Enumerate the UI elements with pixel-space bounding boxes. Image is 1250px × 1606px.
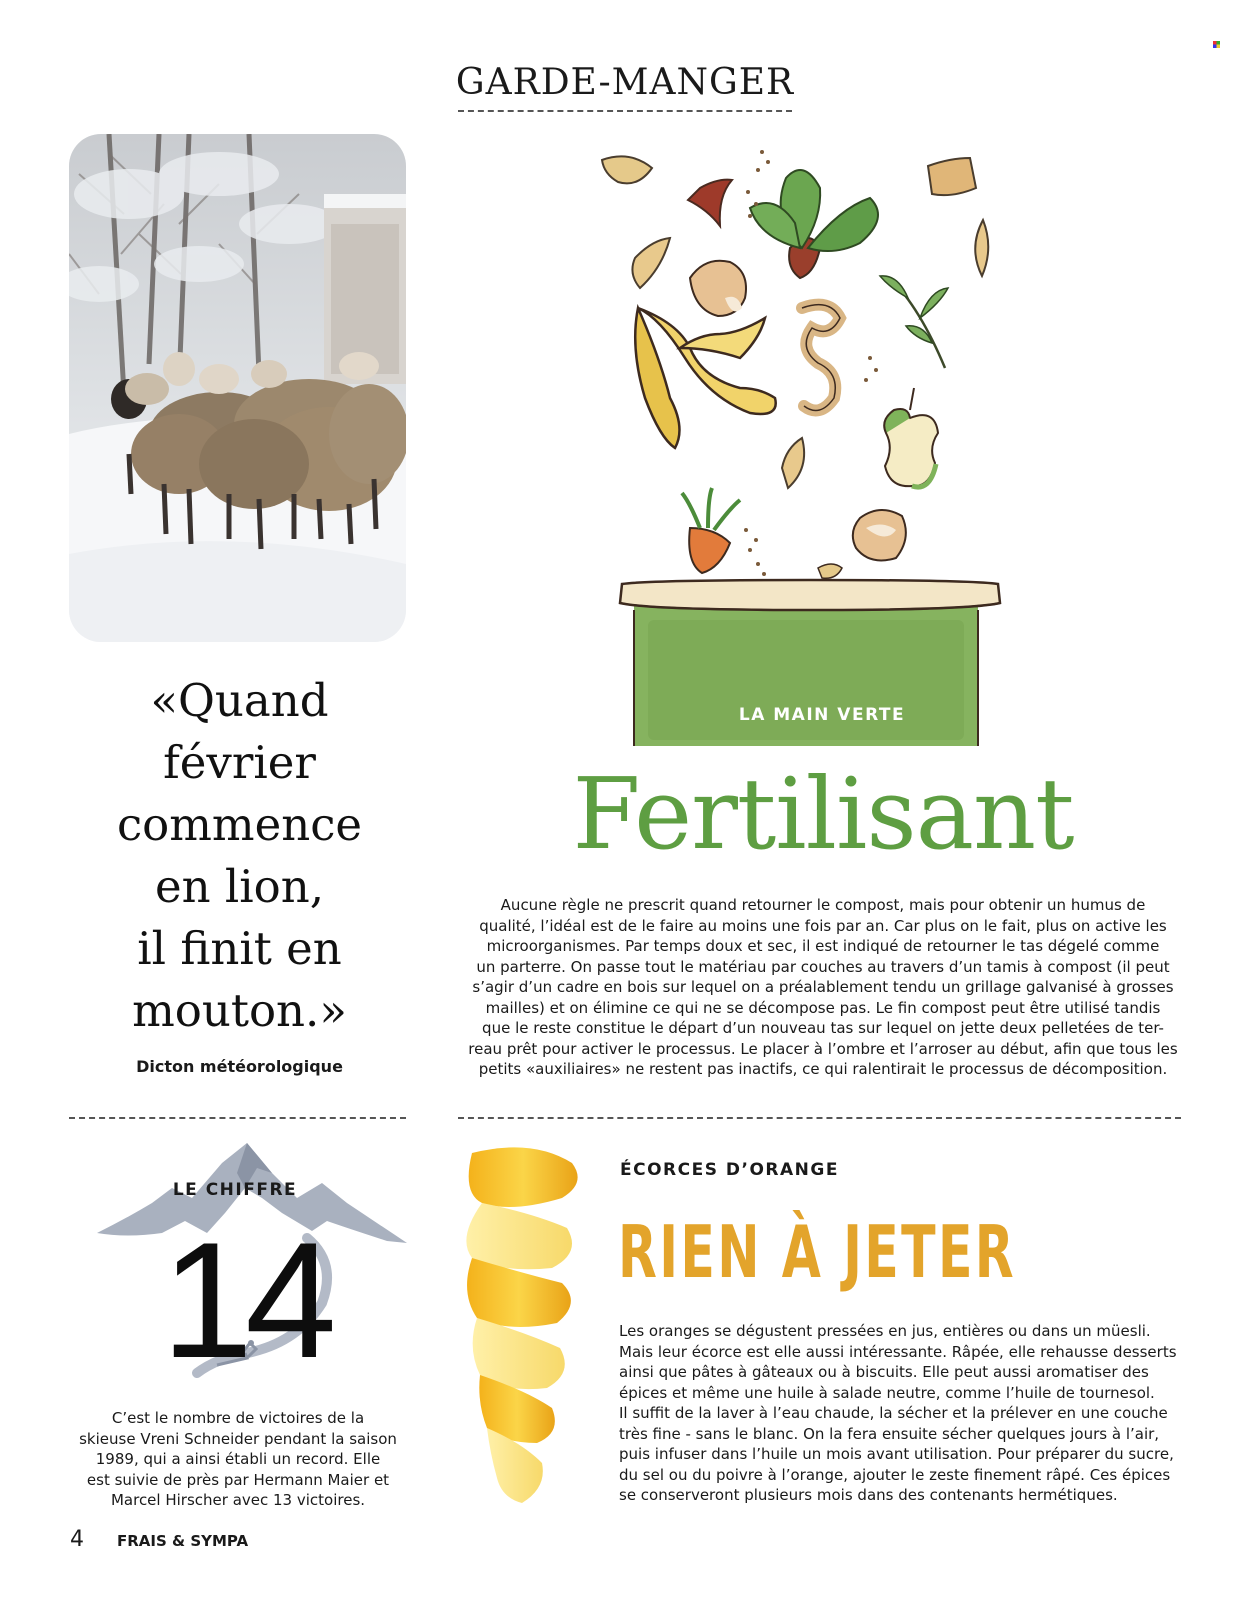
section-kicker: LE CHIFFRE <box>172 1180 298 1200</box>
section-kicker: ÉCORCES D’ORANGE <box>620 1160 839 1180</box>
article-body <box>453 895 1193 1080</box>
body-line: se conserveront plusieurs mois dans des contenants hermétiques. <box>619 1486 1118 1504</box>
quote-line: il finit en <box>137 922 342 975</box>
article-headline: Fertilisant <box>572 758 1074 872</box>
caption-line: est suivie de près par Hermann Maier et <box>86 1470 390 1489</box>
body-line: mailles) et on élimine ce qui ne se décompose pas. Le fin compost peut être utilisé tandis <box>485 998 1161 1017</box>
body-line: Aucune règle ne prescrit quand retourner le compost, mais pour obtenir un humus de <box>500 896 1146 914</box>
body-line: reau prêt pour activer le processus. Le placer à l’ombre et l’arroser au début, afin que tous les <box>468 1039 1178 1058</box>
section-divider <box>458 1117 1181 1119</box>
caption-line: Marcel Hirscher avec 13 victoires. <box>110 1491 366 1509</box>
body-line: très fine - sans le blanc. On la fera ensuite sécher quelques jours à l’air, <box>619 1424 1160 1443</box>
orange-peel-image <box>452 1143 602 1511</box>
magazine-name: FRAIS & SYMPA <box>117 1532 249 1550</box>
body-line: s’agir d’un cadre en bois sur lequel on a préalablement tendu un grillage galvanisé à grosses <box>472 978 1174 996</box>
quote-line: février <box>163 736 316 789</box>
title-divider <box>458 110 792 112</box>
sheep-in-snow-photo <box>69 134 406 642</box>
big-number: 14 <box>161 1208 329 1392</box>
quote-line: commence <box>116 798 363 851</box>
number-caption <box>70 1408 406 1511</box>
body-line: petits «auxiliaires» ne restent pas inactifs, ce qui ralentirait le processus de décomposition. <box>478 1060 1168 1078</box>
page-number: 4 <box>70 1527 84 1552</box>
body-line: épices et même une huile à salade neutre, comme l’huile de tournesol. <box>619 1383 1155 1402</box>
caption-line: C’est le nombre de victoires de la <box>111 1409 365 1427</box>
section-kicker: LA MAIN VERTE <box>738 705 906 725</box>
body-line: microorganismes. Par temps doux et sec, il est indiqué de retourner le tas dégelé comme <box>486 937 1160 955</box>
quote-line: mouton.» <box>132 984 347 1037</box>
body-line: que le reste constitue le départ d’un nouveau tas sur lequel on jette deux pelletées de ter- <box>482 1019 1164 1037</box>
body-line: du sel ou du poivre à l’orange, ajouter le zeste finement râpé. Ces épices <box>619 1465 1171 1484</box>
corner-color-mark <box>1213 33 1220 40</box>
article-headline: RIEN À JETER <box>618 1210 1017 1294</box>
article-body <box>619 1321 1185 1506</box>
compost-bin-illustration <box>590 148 1030 746</box>
caption-line: skieuse Vreni Schneider pendant la saison <box>79 1429 397 1448</box>
body-line: Il suffit de la laver à l’eau chaude, la sécher et la prélever en une couche <box>619 1404 1168 1422</box>
quote-source: Dicton météorologique <box>136 1057 343 1076</box>
body-line: ainsi que pâtes à gâteaux ou à biscuits. Elle peut aussi aromatiser des <box>619 1363 1149 1381</box>
body-line: Les oranges se dégustent pressées en jus, entières ou dans un müesli. <box>619 1322 1151 1340</box>
body-line: un parterre. On passe tout le matériau par couches au travers d’un tamis à compost (il peut <box>476 957 1170 976</box>
body-line: qualité, l’idéal est de le faire au moins une fois par an. Car plus on le fait, plus on active les <box>479 916 1167 935</box>
weather-proverb-quote <box>72 670 407 1042</box>
caption-line: 1989, qui a ainsi établi un record. Elle <box>95 1450 381 1468</box>
body-line: Mais leur écorce est elle aussi intéressante. Râpée, elle rehausse desserts <box>619 1342 1177 1361</box>
body-line: puis infuser dans l’huile un mois avant utilisation. Pour préparer du sucre, <box>619 1445 1174 1463</box>
quote-line: en lion, <box>154 860 325 913</box>
section-title: GARDE-MANGER <box>455 62 795 103</box>
section-divider <box>69 1117 406 1119</box>
quote-line: «Quand <box>150 674 329 727</box>
